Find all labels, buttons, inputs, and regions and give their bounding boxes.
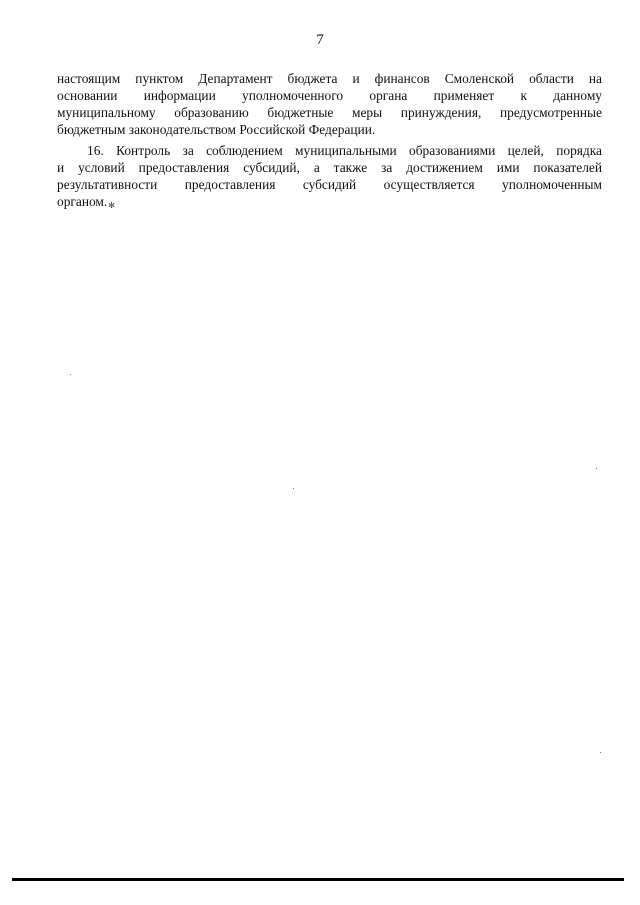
scan-speck <box>596 468 597 469</box>
scan-speck <box>600 752 601 753</box>
paragraph-2-line-4 <box>57 193 602 210</box>
paragraph-2 <box>57 142 602 210</box>
paragraph-1-line-2: основании информации уполномоченного органа применяет к данному <box>57 88 602 103</box>
page-number: 7 <box>316 32 324 48</box>
paragraph-2-line-3: результативности предоставления субсидий осуществляется уполномоченным <box>57 177 602 192</box>
paragraph-1-line-1: настоящим пунктом Департамент бюджета и финансов Смоленской области на <box>57 71 602 86</box>
paragraph-2-line-4-text: органом. <box>57 194 108 209</box>
paragraph-1-line-4: бюджетным законодательством Российской Федерации. <box>57 122 376 137</box>
ink-mark-icon: ✻ <box>108 201 115 210</box>
paragraph-2-line-2: и условий предоставления субсидий, а также за достижением ими показателей <box>57 160 602 175</box>
paragraph-1-line-3: муниципальному образованию бюджетные меры принуждения, предусмотренные <box>57 105 602 120</box>
paragraph-2-line-1: 16. Контроль за соблюдением муниципальными образованиями целей, порядка <box>87 143 602 158</box>
paragraph-1 <box>57 70 602 138</box>
scan-speck <box>293 488 294 489</box>
bottom-rule <box>12 878 624 881</box>
scan-speck <box>70 374 71 375</box>
